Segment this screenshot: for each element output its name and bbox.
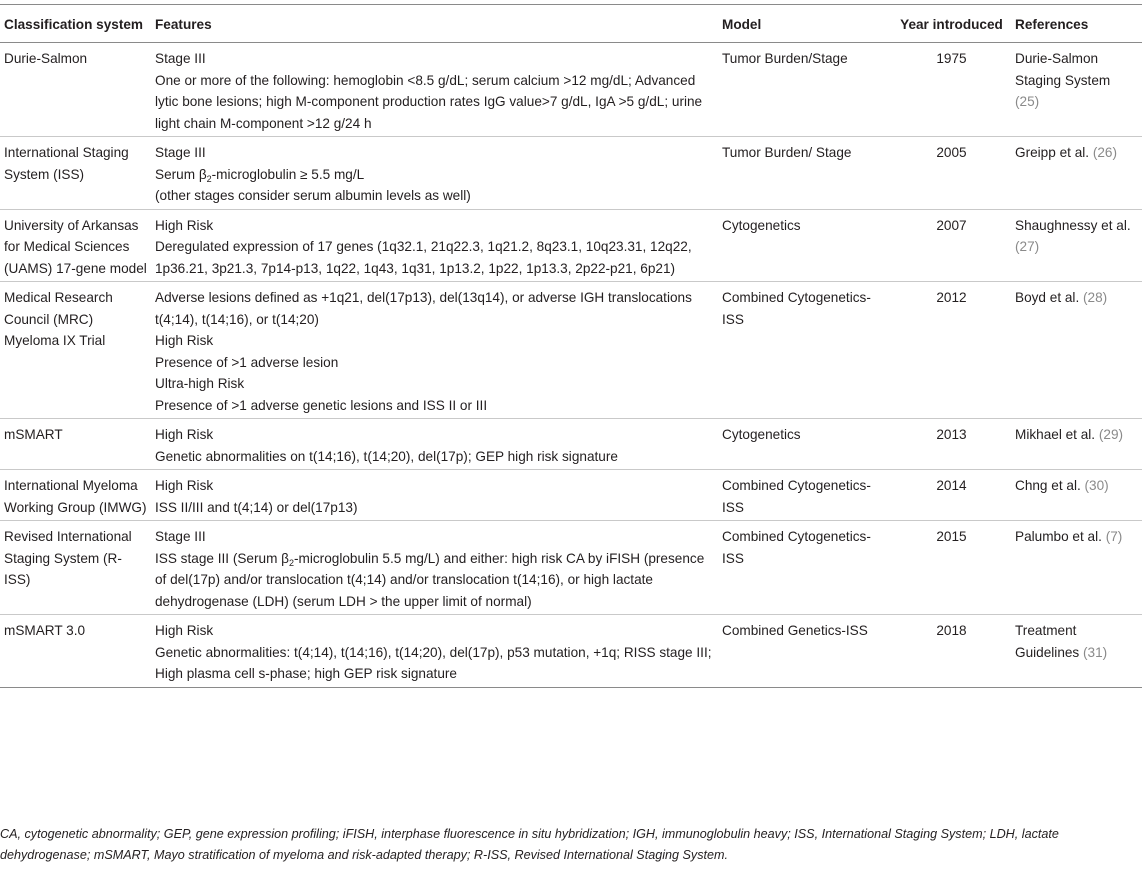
header-model: Model	[722, 17, 762, 32]
header-year-introduced: Year introduced	[900, 17, 1003, 32]
features-text: ISS stage III (Serum β	[155, 550, 289, 566]
cell-model: Cytogenetics	[722, 427, 801, 442]
reference-text: Shaughnessy et al.	[1015, 217, 1131, 233]
cell-reference	[1011, 43, 1142, 137]
cell-year: 2007	[936, 217, 967, 233]
cell-system: mSMART	[4, 427, 63, 442]
cell-model: Combined Cytogenetics-ISS	[722, 529, 871, 566]
features-line	[155, 164, 714, 186]
classification-table	[0, 4, 1142, 688]
cell-features	[151, 43, 718, 137]
features-line: High Risk	[155, 623, 214, 638]
cell-features	[151, 521, 718, 615]
features-line: High Risk	[155, 478, 214, 493]
features-line: ISS II/III and t(4;14) or del(17p13)	[155, 499, 358, 515]
table-row	[0, 615, 1142, 688]
features-line: (other stages consider serum albumin levels as well)	[155, 188, 471, 203]
features-line: Presence of >1 adverse genetic lesions and ISS II or III	[155, 397, 488, 413]
cell-system: International Myeloma Working Group (IMWG)	[4, 478, 147, 515]
cell-features	[151, 282, 718, 419]
cell-year: 2015	[936, 529, 967, 544]
features-line: High Risk	[155, 427, 214, 442]
cell-reference	[1011, 521, 1142, 615]
cell-model: Combined Cytogenetics-ISS	[722, 478, 871, 515]
features-line: High Risk	[155, 333, 214, 348]
table-row	[0, 137, 1142, 210]
cell-system: Durie-Salmon	[4, 51, 88, 66]
header-classification-system: Classification system	[4, 17, 144, 32]
table-footnote: CA, cytogenetic abnormality; GEP, gene expression profiling; iFISH, interphase fluorescence in situ hybridization; IGH, immunoglobulin heavy; ISS, International Staging System; LDH, lactate dehydrogenase; mSMART, Mayo stratification of myeloma and risk-adapted therapy; R-ISS, Revised International Staging System.	[0, 827, 1059, 862]
reference-link[interactable]: (30)	[1084, 478, 1109, 493]
reference-link[interactable]: (29)	[1098, 427, 1124, 442]
reference-link[interactable]: (28)	[1083, 290, 1108, 305]
reference-text: Mikhael et al.	[1015, 427, 1096, 442]
table-header	[0, 5, 1142, 43]
subscript: 2	[206, 173, 212, 184]
features-line: Deregulated expression of 17 genes (1q32.1, 21q22.3, 1q21.2, 8q23.1, 10q23.31, 12q22, 1p36.21, 3p21.3, 7p14-p13, 1q22, 1q43, 1q31, 1p13.2, 1p22, 1p13.3, 2p22-p21, 6p21)	[155, 239, 692, 276]
cell-reference	[1011, 419, 1142, 470]
cell-model: Cytogenetics	[722, 217, 801, 233]
cell-model: Tumor Burden/Stage	[722, 51, 848, 66]
header-references: References	[1015, 17, 1089, 32]
cell-year: 1975	[936, 51, 967, 66]
cell-reference	[1011, 470, 1142, 521]
reference-link[interactable]: (7)	[1105, 529, 1123, 544]
cell-system: International Staging System (ISS)	[4, 145, 129, 182]
cell-year: 2014	[936, 478, 967, 493]
reference-text: Durie-Salmon Staging System	[1015, 51, 1111, 88]
table-row	[0, 470, 1142, 521]
features-line: Adverse lesions defined as +1q21, del(17p13), del(13q14), or adverse IGH translocations t(4;14), t(14;16), or t(14;20)	[155, 290, 692, 327]
header-row	[0, 5, 1142, 43]
features-line: Ultra-high Risk	[155, 376, 245, 391]
subscript: 2	[289, 557, 295, 568]
features-line: Presence of >1 adverse lesion	[155, 354, 339, 370]
features-text: Serum β	[155, 166, 207, 182]
cell-year: 2005	[936, 145, 967, 160]
reference-text: Greipp et al.	[1015, 145, 1090, 160]
cell-system: Revised International Staging System (R-ISS)	[4, 529, 132, 587]
cell-system: Medical Research Council (MRC) Myeloma IX Trial	[4, 290, 113, 348]
cell-model: Combined Cytogenetics-ISS	[722, 290, 871, 327]
table-row	[0, 521, 1142, 615]
reference-link[interactable]: (25)	[1015, 94, 1040, 109]
reference-text: Treatment Guidelines	[1015, 623, 1080, 660]
features-line: One or more of the following: hemoglobin <8.5 g/dL; serum calcium >12 mg/dL; Advanced lytic bone lesions; high M-component production rates IgG value>7 g/dL, IgA >5 g/dL; urine light chain M-component >12 g/24 h	[155, 72, 703, 131]
reference-text: Boyd et al.	[1015, 290, 1080, 305]
table-row	[0, 209, 1142, 282]
table-row	[0, 419, 1142, 470]
table-row	[0, 282, 1142, 419]
cell-reference	[1011, 615, 1142, 688]
features-line: Genetic abnormalities on t(14;16), t(14;20), del(17p); GEP high risk signature	[155, 448, 618, 464]
table-body	[0, 43, 1142, 688]
cell-features	[151, 419, 718, 470]
cell-model: Tumor Burden/ Stage	[722, 145, 852, 160]
cell-year: 2013	[936, 427, 967, 442]
reference-link[interactable]: (27)	[1015, 239, 1040, 254]
cell-reference	[1011, 209, 1142, 282]
header-features: Features	[155, 17, 212, 32]
features-text: -microglobulin ≥ 5.5 mg/L	[211, 166, 365, 182]
reference-text: Palumbo et al.	[1015, 529, 1102, 544]
cell-features	[151, 137, 718, 210]
cell-features	[151, 615, 718, 688]
features-line: Stage III	[155, 145, 206, 160]
cell-system: University of Arkansas for Medical Sciences (UAMS) 17-gene model	[4, 217, 147, 276]
cell-year: 2018	[936, 623, 967, 638]
features-text: -microglobulin 5.5 mg/L) and either: high risk CA by iFISH (presence of del(17p) and/or translocation t(4;14) and/or translocation t(14;16), or high lactate dehydrogenase (LDH) (serum LDH > the upper limit of normal)	[155, 550, 705, 609]
cell-model: Combined Genetics-ISS	[722, 623, 868, 638]
features-line	[155, 548, 714, 613]
reference-text: Chng et al.	[1015, 478, 1081, 493]
cell-system: mSMART 3.0	[4, 623, 86, 638]
cell-reference	[1011, 137, 1142, 210]
features-line: High Risk	[155, 217, 214, 233]
reference-link[interactable]: (26)	[1092, 145, 1118, 160]
cell-features	[151, 209, 718, 282]
reference-link[interactable]: (31)	[1083, 644, 1108, 660]
table-row	[0, 43, 1142, 137]
cell-year: 2012	[936, 290, 967, 305]
cell-reference	[1011, 282, 1142, 419]
features-line: Genetic abnormalities: t(4;14), t(14;16), t(14;20), del(17p), p53 mutation, +1q; RISS stage III; High plasma cell s-phase; high GEP risk signature	[155, 644, 712, 681]
cell-features	[151, 470, 718, 521]
features-line: Stage III	[155, 51, 206, 66]
features-line: Stage III	[155, 529, 206, 544]
